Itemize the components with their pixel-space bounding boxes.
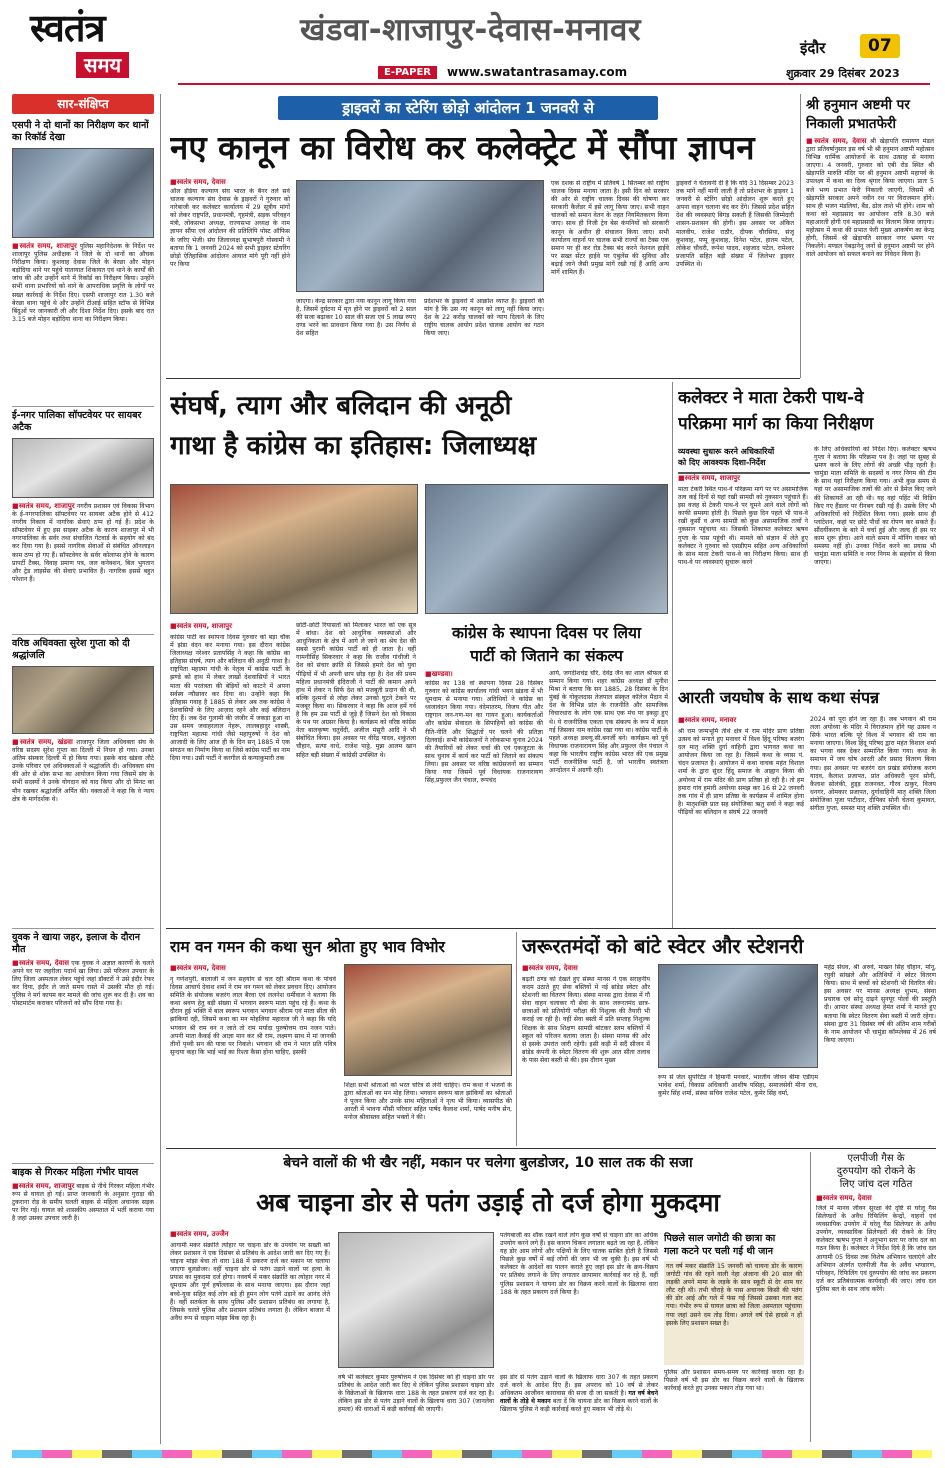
registration-bar	[12, 1450, 932, 1458]
masthead	[0, 0, 945, 88]
story-8-col-4	[500, 1374, 658, 1438]
brief-4-body: एक युवक ने अज्ञात कारणों के चलते अपने घर पर जहरीला पदार्थ खा लिया। उसे परिजन उपचार के लिए जिला अस्पताल लेकर पहुंचे जहां डॉक्टरों ने उसे इंदौर रेफर कर दिया, इंदौर ले जाते समय रास्ते में उसकी मौत हो गई। पुलिस ने मर्ग कायम कर मामले की जांच शुरू कर दी है। शव का पोस्टमार्टम कराकर परिजनों को सौंप दिया गया है।	[12, 960, 154, 1008]
story-8-col-2: पतंगबाजी का शौक रखने वाले लोग कुछ वर्षों से चाइना डोर का अधिक उपयोग करने लगे हैं। इस कारण चिकन लगातार बढ़ते जा रहा है, लेकिन यह डोर आम लोगों और पक्षियों के लिए घातक साबित होती है जिससे पिछले कुछ वर्षों में कई लोगों की जान भी जा चुकी है। इस वर्ष भी कलेक्टर के आदेशों का पालन कराते हुए जहां इस डोर के क्रय-विक्रय पर प्रतिबंध लगाने के लिए लगातार छापामार कार्रवाई कर रहे हैं, वहीं पुलिस प्रशासन ने चायना डोर का विक्रय करने वालों के खिलाफ धारा 188 के तहत प्रकरण दर्ज किया है।	[500, 1232, 658, 1296]
story-1-col-2: जाएगा। केन्द्र सरकार द्वारा नया कानून लागू किया गया है, जिसमें दुर्घटना में मृत होने पर ड्राइवरों को 2 साल की सजा बढ़ाकर 10 साल की सजा एवं 5 लाख रुपए दण्ड भरने का प्रावधान किया गया है। उस निर्णय से देश सहित	[296, 298, 416, 338]
story-9-headline-1: पिछले साल जगोटी की छात्रा का	[664, 1233, 776, 1244]
story-4-col-2: के लिए अधिकारियों को निर्देश दिए। कलेक्टर ऋषभ गुप्ता ने बताया कि परिक्रमा पथ है। जहां पर सुबह से भ्रमण करने के लिए लोगों की अच्छी भीड़ रहती है। चामुंडा माता समिति के सदस्यों व नगर निगम की टीम के साथ यहां निरीक्षण किया गया। अभी कुछ समय से यहां पर असामाजिक तत्वों की ओर से डैमेज किए जाने की शिकायतें आ रही थी। यह वहां पहिंट भी विडिंग किए गए हैंडलर पर रीनबग रखी गई हैं। उसके लिए भी अधिकारियों को निर्देशित किया गया। इसके साथ ही प्लांटेशन, कहां पर छोटे पौधों का रोपण कर सकते हैं। सौंदर्यीकरण के बारे में चर्चा हुई और जल्द ही इस पर काम शुरू होगा। आने वाले समय में मॉनिंग वाकर को समस्या नहीं हो। उनका निर्देश करने का प्रयास भी चामुंडा माता समिति व नगर निगम के सहयोग से किया जाएगा।	[814, 446, 936, 567]
story-3-byline: ■ खण्डवा।	[425, 670, 543, 679]
story-9-box	[664, 1232, 804, 1438]
edition-name: इंदौर	[800, 39, 826, 57]
story-8-photo	[338, 1232, 494, 1368]
brief-1	[12, 120, 154, 402]
brief-2	[12, 406, 154, 630]
story-10	[816, 1152, 936, 1437]
story-2-col-1: कांग्रेस पार्टी का स्थापना दिवस गुरुवार को बड़ा चौक में झंडा वंदन कर मनाया गया। इस दौरान कांग्रेस जिलाध्यक्ष नरेश्वर प्रतापसिंह ने कहा कि कांग्रेस का इतिहास संघर्ष, त्याग और बलिदान की अनूठी गाथा है। राष्ट्रपिता महात्मा गांधी के नेतृत्व में कांग्रेस पार्टी के झण्डे को हाथ में लेकर लाखों देशवासियों ने भारत माता की परतंत्रता की बेड़ियों को काटने में अपना सर्वस्व न्यौछावर कर दिया था। उन्होंने कहा कि इतिहास गवाह है 1885 से लेकर अब तक कांग्रेस ने देशवासियों के लिए आज़ाद रहने और कई बलिदान दिए हैं। जब देश गुलामी की जंजीर में जकड़ा हुआ था उस समय जवाहरलाल नेहरू, लालबहादुर शास्त्री, राष्ट्रपिता महात्मा गांधी जैसे महापुरुषों ने देश को आजादी के लिए आज ही के दिन सन् 1885 में एक संगठन का निर्माण किया था जिसे कांग्रेस पार्टी का नाम दिया गया। उसी पार्टी ने करगील से कन्याकुमारी तक	[170, 634, 290, 763]
hanuman-body: श्री खेड़ापति रामायण मंडल द्वारा प्रतिवर्षानुसार इस वर्ष भी श्री हनुमान अष्टमी महोत्सव विभिन्न धार्मिक आयोजनों के साथ उत्साह से मनाया जाएगा। 4 जनवरी, गुरुवार को एबी रोड स्थित श्री खेड़ापति मारुति मंदिर पर श्री हनुमान अष्टमी महापर्व के उपलक्ष्य में कथा का दिव्य श्रृंगार किया जाएगा। प्रातः 5 बजे भव्य प्रभात फेरी निकाली जाएगी, जिसमें श्री खेड़ापति सरकार अपने नवीन रथ पर विराजमान होंगे। साथ ही भजन मंडलियां, बैंड, ढोल ताशे भी होंगे। शाम को कथा को महाप्रसाद का आयोजन रात्रि 8.30 बजे महाआरती होगी एवं महाप्रसादी का वितरण किया जाएगा। महोत्सव में कथा की प्रभात फेरी मुख्य आकर्षण का केन्द्र होगी, जिसमें श्री खेड़ापति सरकार नगर भ्रमण पर निकलेंगे। मण्डल नेबढ़ानेनू जनों से हनुमान अष्टमी पर होने वाले आयोजन को सफल बनाने का निवेदन किया है।	[806, 138, 934, 259]
story-6-photo	[344, 964, 512, 1076]
brief-4	[12, 928, 154, 1159]
brief-3	[12, 634, 154, 924]
story-9-footer: पुलिस और प्रशासन समय-समय पर कार्रवाई करता रहा है। पिछले वर्ष भी इस डोर का विक्रय करने वालों के खिलाफ कार्रवाई करते हुए उनका मकान तोड़ गया था।	[664, 1369, 804, 1393]
brief-5	[12, 1163, 154, 1282]
logo-top: स्वतंत्र	[30, 6, 105, 50]
story-8-col-4-text: इस डोर से पतंग उड़ाने वालों के खिलाफ धारा 307 के तहत प्रकरण दर्ज करने के आदेश दिए हैं। इस अपराध को 10 वर्ष से लेकर अधिकतम आजीवन कारावास की सजा दी जा सकती है।	[500, 1374, 658, 1398]
story-10-body: जिले में मानव जीवन सुरक्षा की दृष्टि से घरेलू गैस सिलेण्डरों के अवैध रिफिलिंग केन्द्रों, वाहनों एवं व्यवसायिक उपयोग में घरेलू गैस सिलेण्डर के अवैध उपयोग, व्यवसायिक सिलेण्डरों की रोकने के लिए कलेक्टर ऋषभ गुप्ता ने अनुभाग स्तर पर जांच दल का गठन किया है। कलेक्टर ने निर्देश दिये है कि जांच दल आगामी 05 दिवस तक विशेष अभियान चलाएंगे और अभियान अंतर्गत एलपीजी गैस के अवैध भण्डारण, परिवहन, रिफिलिंग एवं दुरुपयोग की जांच कर प्रकरण दर्ज कर प्रतिबंधात्मक कार्यवाही की जाए। जांच दल पुलिस बल के साथ जांच करेंगे।	[816, 1205, 936, 1293]
story-5-byline: ■ स्वतंत्र समय, मनावर	[678, 716, 804, 725]
hanuman-byline: ■ स्वतंत्र समय, देवास	[806, 137, 867, 145]
story-4-col-1: माता टेकरी स्थित पाथ-वे परिक्रमा मार्ग पर पर असामाजिक तत्व कई दिनों से यहां रखी सामग्री को नुकसान पहुंचाते हैं। इस वजह से टेकरी पाथ-वे पर घूमने आने वाले लोगों को काफी समस्या होती है। पिछले कुछ दिन पहले भी पाथ-वे रखी कुर्सी व अन्य सामग्री को कुछ असामाजिक तत्वों ने नुकसान पहुंचाया था। जिसकी शिकायत कलेक्टर ऋषव गुप्ता के पास पहुंची थी। मामले को संज्ञान में लेते हुए कलेक्टर ने गुरुवार को एसडीएम सहित अन्य अधिकारियों के साथ माता टेकरी पाथ-वे का निरीक्षण किया। साथ ही पाथ-वे पर व्यवस्थाएं सुचारू करने	[678, 486, 808, 566]
story-1-headline: नए कानून का विरोध कर कलेक्ट्रेट में सौंपा ज्ञापन	[170, 128, 755, 167]
story-8-subbody: बता दें कि चायना डोर का विक्रय करने वालों के खिलाफ पुलिस ने कड़ी कार्रवाई करते हुए मकान भी तोड़े थे।	[500, 1398, 658, 1414]
story-6-col-1: नृ गणेशपुरी, बालाजी मं जन सहयोग से चल रही श्रीराम कथा के पांचवे दिवस आचार्य देवाश शर्मा ने राम वन गमन को लेकर प्रवचन दिए। आयोजन समिति के संयोजक बजरंग लाल बैरवा एवं ललनेश धर्मीवाल ने बताया कि कथा श्रवण हेतु बड़ी संख्या में भगवान स्वरूप माता पहुंच रहे हैं। कथा के दौरान हुई भक्ति में बाल स्वरूप भगवान भगवान श्रीराम एवं माता सीता की झांकियां रही, जिसमें कथा का मन मोहलिया महाराज जी ने कहा कि यदि भगवान श्री राम वन न जाते तो राम मर्यादा पुरुषोत्तम राम नजन पाते। अपनी माता कैकई की आज्ञा मान कर श्री राम, लक्ष्मण साथ में मां जानकी तीनों पृथ्वी सन की यात्रा पर निकले। भगवान श्री राम ने भरत प्रति पवित्र सुन्दया कहा कि भाई भाई का रिश्ता कैसा होना चाहिए, इसकी	[170, 976, 336, 1056]
story-3-col-1: कांग्रेस का 138 वां स्थापना दिवस 28 दिसंबर गुरुवार को कांग्रेस कार्यालय गांधी भवन खंडवा में भी धूमधाम से मनाया गया। अतिथियों ने कांग्रेस का ध्वजावंदन किया गया। वंदेमातरम, विजय गीत और राष्ट्रगान जन-गण-मन का गायन हुआ। कार्यकर्ताओं और कांग्रेस सेवादल के सिपाहियों को कांग्रेस की रीति-नीति और सिद्धांतों पर चलने की प्रतिज्ञा दिलवाई। सभी कांग्रेसजनों ने लोकसभा चुनाव 2024 की तैयारियों को लेकर चर्चा की एवं एकजुटता के साथ चुनाव में कार्य कर पार्टी को जिताने का संकल्प लिया। इस अवसर पर वरिष्ठ कांग्रेसजनों का सम्मान किया गया जिसमें पूर्व विधायक राजनारायण सिंह,प्रफुल्ल जैन पंचाल, रूपचंद	[425, 680, 543, 785]
brief-3-title: वरिष्ठ अधिवक्ता सुरेश गुप्ता को दी श्रद्धांजलि	[12, 638, 130, 661]
story-6-byline: ■ स्वतंत्र समय, देवास	[170, 964, 338, 973]
brief-3-body: शाजापुर जिला अधिवक्ता संघ के वरिष्ठ सदस्य सुरेश गुप्ता का दिल्ली में निधन हो गया। उनका अंतिम संस्कार दिल्ली में हो किया गया। इसके बाद खंडवा लौटे उनके परिवार एवं अधिवक्ताओं ने श्रद्धांजलि दी। अधिवक्ता संघ की ओर से शोक सभा का आयोजन किया गया जिसमें संघ के सभी सदस्यों ने उनके योगदान को याद किया और दो मिनट का मौन रखकर श्रद्धांजलि अर्पित की। वक्ताओं ने कहा कि वे न्याय क्षेत्र के मार्गदर्शक थे।	[12, 739, 154, 803]
story-1-byline: ■ स्वतंत्र समय, देवास	[170, 178, 290, 187]
brief-2-body: नगरीय प्रशासन एवं विकास विभाग के ई-नगरपालिका सॉफ्टवेयर पर सायबर अटैक होने से 412 नगरीय निकाय में नागरिक सेवाएं ठप्प हो गई हैं। प्रदेश के सॉफ्टवेयर में हुए इस साइबर अटैक के कारण शाजापुर में भी नगरपालिका के सर्वर तथा संचालित गेटवार्ड के सहयोग को बंद कर दिया गया है। इससे नागरिक सेवाओं से संबंधित ऑनलाइन काम ठप्प हो गए हैं। सॉफ्टवेयर के सर्वर कोलाप्स होने के कारण प्रापर्टी टैक्स, विवाह प्रमाण पत्र, जल कनेक्शन, बिल भुगतान और ट्रेड लाइसेंस की सेवाएं प्रभावित हैं। नागरिक इससे बहुत परेशान हैं।	[12, 503, 154, 583]
story-5-col-2: 2024 को पूरा होने जा रहा है। जब भगवान श्री राम लला अयोध्या के मंदिर में विराजमान होंगे यह उत्सव न सिर्फ भारत बल्कि पूरे विश्व में भगवान श्री राम का मनाया जाएगा। विश्व हिंदू परिषद द्वारा महंत विशाल शर्मा का भगवा वस्त्र देकर सम्मानित किया गया। कथा के समापन में जय घोष आरती और प्रसाद वितरण किया गया। इस अवसर पर बजरंग दल प्रखंड संयोजक करण यादव, कैलाश प्रजापत, प्रांत अधिकारी पूरन सोनी, कैलाश सोलंकी, हुड्ड़ राजनवत, गौरव ठाकुर, विजय धनगर, ओमकार प्रजापत, दुर्गावाहिनी मातृ शक्ति जिला संयोजिका पूजा पाटीदार, दीपिका सोनी चेतना कुमावत, संगीता गुप्ता, समस्त मातृ शक्ति उपस्थित थी।	[810, 716, 936, 813]
story-3-headline-2: पार्टी को जिताने का संकल्प	[470, 647, 623, 665]
story-2-headline-1: संघर्ष, त्याग और बलिदान की अनूठी	[170, 391, 512, 421]
story-8-col-1: आगामी मकर संक्रांति त्योहार पर चाइना डोर के उपयोग पर सख्ती को लेकर प्रशासन ने एक दिसंबर से प्रतिबंध के आदेश जारी कर दिए गए हैं। चाइना मांझा बेचा तो धारा 188 में प्रकरण दर्ज कर मकान पर चलाया जाएगा बुलडोजर। वहीं चाइना डोर से पतंग उड़ाने वालों पर हत्या के प्रयास का मुकदमा दर्ज होगा। नववर्ष में मकर संक्रांति का त्योहार नगर में धूमधाम और पूर्ण हर्षोल्लास के साथ मनाया जाएगा। इस दौरान जहां बच्चे-युवा सहित कई लोग बड़े ही हुमन लोग पतंगे उड़ाने का आनंद लेते हैं। वहीं सतर्कता के साथ पुलिस और प्रशासन प्रतिबंध का लगाया है, जिसके चलते पुलिस और प्रशासन प्रतिबंध लगाता है। लेकिन बाजार में अवैध रूप से चाइना मांझा बिक रहा है।	[170, 1242, 330, 1322]
story-4-headline-1: कलेक्टर ने माता टेकरी पाथ-वे	[678, 388, 864, 408]
page-number: 07	[860, 34, 900, 58]
brief-5-byline: ■ स्वतंत्र समय, शाजापुर	[12, 1182, 74, 1190]
story-1-kicker	[278, 96, 658, 120]
story-7-col-3: महेंद्र सेंधव, श्री अरुवे, माखन सिंह चौहान, मोनू, रघुवी सांखले और अतिथियों ने स्वेटर वितरण किया। साथ में बच्चों को स्टेशनरी भी वितरित की। इस अवसर पर मानस अध्यक्ष शुभम, संस्था प्रचारक एवं सोनू दाढ़ने सुनयूर पोलों की प्रस्तुति दी। आपार संस्था अध्यक्ष हेमंत शर्मा ने मानते हुए बताया कि स्वेटर वितरण सेवा बस्ती में जारी रहेगा। संस्था द्वारा 31 दिसंबर वर्ष की अंतिम शाम गरीबों के नाम आयोजन भी चामुंडा कॉम्प्लेक्स में 26 वर्ष किया जाएगा।	[824, 964, 936, 1044]
brief-1-title: एसपी ने दो थानों का निरीक्षण कर थानों का रिकॉर्ड देखा	[12, 120, 149, 143]
sidebar-header: सार-संक्षिप्त	[12, 94, 154, 114]
story-1-col-4: एक दशक से राष्ट्रीय में प्रतिवर्ष 1 सितम्बर को राष्ट्रीय चालक दिवस मनाया जाता है। इसी दिन को सरकार की ओर से राष्ट्रीय चालक दिवस की घोषणा कर सरकारी कैलेंडर में इसे लागू किया जाए। सभी वाहन चालकों को समान वेतन के तहत नियमितकरण किया जाए। साथ ही निजी ट्रेव बेस कंपनियों को सरकारी कानून के अधीन ही संचालन किया जाए। सभी कार्यालय वाहनों पर चालक सभी राज्यों का टैक्स एक समान पर ही कर रोड टैक्स बंद करने नेशनल हाईवे पर सख्त सेंटर हाईवे पर एंबुलेंस की सुविधा और बढ़ाई जाने जैसी प्रमुख मांगें रखी गई हैं आदि अन्य मांगें शामिल हैं।	[551, 180, 669, 277]
hanuman-headline-1: श्री हनुमान अष्टमी पर	[806, 97, 910, 113]
story-7-headline: जरूरतमंदों को बांटे स्वेटर और स्टेशनरी	[522, 934, 804, 958]
brief-4-title: युवक ने खाया जहर, इलाज के दौरान मौत	[12, 932, 141, 955]
story-4-byline: ■ स्वतंत्र समय, शाजापुर	[678, 474, 810, 483]
logo	[30, 6, 160, 84]
brief-2-photo	[12, 438, 154, 498]
story-1-col-1: ऑल इंडिया कल्याण संघ भारत के बैनर तले सर्व चालक कल्याण संघ देवास के ड्राइवरों ने गुरुवार को नारेबाजी कर कलेक्टर कार्यालय में 29 सूत्रीय मांगों को लेकर राष्ट्रपति, प्रधानमंत्री, गृहमंत्री, सड़क परिवहन मंत्री, लोकसभा अध्यक्ष, राज्यसभा अध्यक्ष के नाम ज्ञापन सौंपा एवं आंदोलन की प्रतिलिपि पोस्ट ऑफिस के जरिए भेजी। संघ जिलाध्यक्ष सुभाषपुरी गोस्वामी ने बताया कि 1 जनवरी 2024 को सभी ड्राइवर स्टेयरिंग छोड़ो ऐतिहासिक आंदोलन आयात मांगे पूरी नहीं होने पर किया	[170, 188, 290, 268]
website-link[interactable]: www.swatantrasamay.com	[447, 65, 628, 79]
story-2-headline-2: गाथा है कांग्रेस का इतिहास: जिलाध्यक्ष	[170, 431, 537, 461]
story-2-col-2: छोटी-छोटी रियासतों को मिलाकर भारत को एक सूत्र में बांधा। देश को आधुनिक व्यवस्थाओं और आधुनिकता के क्षेत्र में आगे ले जाने का श्रेय देश की सबसे पुरानी कांग्रेस पार्टी को ही जाता है। वहीं गामनीसिंह सिकरवार ने कहा कि राजीव गांधीजी ने देश को संचार क्रांति से जिससे हमारे देश को युवा पीढ़ियों में भी अपनी छाप छोड़ रहा है। देश की प्रथम महिला प्रधानमंत्री इंदिराजी ने पार्टी की कमान अपने हाथ में लेकर न सिर्फ देश को मजबूती प्रदान की थी, बल्कि दुश्मनों से लोहा लेकर उनको घुटने टेकने पर मजबूर किया था। सिकरवार ने कहा कि आज हमें गर्व है कि हम उस पार्टी से जुड़े हैं जिसने देश को विकास के पथ पर अग्रसर किया है। कार्यक्रम को वरिष्ठ कांग्रेस नेता बालकृष्ण चतुर्वेदी, अजीज मंसूरी आदि ने भी संबोधित किया। इस अवसर पर वीरेंद्र यादव, शकुंतला चौहान, सत्या वाधे, राजेश पाठ्ठे, मुन्ना आलम खान सहित बड़ी संख्या में कांग्रेसी उपस्थित थे।	[296, 622, 416, 759]
story-4-kicker	[678, 446, 810, 468]
story-10-byline: ■ स्वतंत्र समय, देवास	[816, 1194, 936, 1203]
story-7-col-2: रूप से जेल सुपरिंटेंड ने हिमानी मनवारे, भारतीय जीवन बीमा एडीएम भावेश शर्मा, विकास अधिकारी आशीष पसिहा, समाजसेवी मीना राव, कुमेर सिंह शर्मा, संस्था सचिव राजेश पटेल, कुमेर सिंह वर्मा,	[658, 1074, 818, 1098]
sidebar	[12, 94, 154, 1444]
brief-1-body: पुलिस महानिदेशक के निर्देश पर शाजापुर पुलिस अधीक्षक ने जिले के दो थानों का औचक निरीक्षण किया। कुशवाह देवास जिले के बेरछा और मोहन बड़ोदिया थाने पर पहुंचे यातायात शिकायत एवं थाने के कार्यों की जांच की और उन्होंने थाने में रिकॉर्ड का निरीक्षण किया। उन्होंने सभी थाना प्रभारियों को थाने के आपराधिक प्रवृत्ति के लोगों पर सख्त कार्रवाई के निर्देश दिए। एसपी शाजापुर रात 1.30 बजे बेरछा थाना पहुंचे थे और उन्होंने टीआई सहित स्टॉफ से विभिन्न बिंदुओं पर जानकारी ली और दिशा निर्देश दिए। इसके बाद रात 3.15 बजे मोहन बड़ोदिया थाना का निरीक्षण किया।	[12, 243, 154, 323]
story-2-byline: ■ स्वतंत्र समय, शाजापुर	[170, 622, 410, 631]
story-9-body: गत वर्ष मकर संक्रांति 15 जनवरी को चायना डोर के कारण जगोटी गांव की रहने वाली नेहा अंजाना की 20 साल की लड़की अपने मामा के लड़के के साथ स्कूटी से देर शाम घर लौट रही थी। तभी चौराहे के पास अचानक किसी की पतंग की डोर आई और गले में फंस गई जिससे उसका गला कट गया। गंभीर रूप से घायल छात्रा को जिला अस्पताल पहुंचाया गया जहां उसने दम तोड़ दिया। अगले वर्ष ऐसे हादसे न हों इसके लिए प्रशासन सख्त है।	[664, 1261, 804, 1365]
story-8-headline: अब चाइना डोर से पतंग उड़ाई तो दर्ज होगा मुकदमा	[256, 1188, 720, 1217]
story-4-headline-2: परिक्रमा मार्ग का किया निरीक्षण	[678, 414, 874, 434]
brief-1-photo	[12, 148, 154, 238]
page-date: शुक्रवार 29 दिसंबर 2023	[786, 67, 900, 80]
story-9-headline-2: गला कटने पर चली गई थी जान	[664, 1246, 773, 1257]
story-1-photo	[296, 180, 544, 292]
epaper-badge: E-PAPER	[378, 66, 437, 79]
story-hanuman	[806, 96, 934, 369]
story-7-photo	[658, 964, 818, 1068]
brief-3-byline: ■ स्वतंत्र समय, खंडवा	[12, 738, 73, 746]
story-3-photo	[425, 484, 668, 614]
story-1-kicker-text: ड्राइवरों का स्टेरिंग छोड़ो आंदोलन 1 जनवरी से	[342, 99, 594, 117]
hanuman-headline-2: निकाली प्रभातफेरी	[806, 116, 896, 132]
story-6-col-2: शिक्षा सभी श्रोताओं को भरत चरित्र से लेनी चाहिए। राम कथा ने भजनों के द्वारा श्रोताओं का मन मोह लिया। भगवान स्वरूप बाल झांकियों का श्रोताओं ने पूजन किया और उनके साथ महिलाओं ने नृत्य भी किया। व्यासपीठ की आरती में भावना मौसी परिवार सहित पार्षद कैलाश शर्मा, पार्षद मनीष सेन, मनोज श्रीवास्तव सहित भक्तों ने की।	[344, 1082, 512, 1122]
masthead-cities: खंडवा-शाजापुर-देवास-मनावर	[300, 12, 642, 48]
story-1-col-3: प्रदेशभर के ड्राइवरों में आक्रोश व्याप्त है। ड्राइवरों की मांग है कि उस नए कानून को लागू नहीं किया जाए। देश के 22 करोड़ चालकों को न्याय दिलाने के लिए राष्ट्रीय चालक आयोग प्रदेश चालक आयोग का गठन किया जाए।	[424, 298, 544, 338]
story-6-headline: राम वन गमन की कथा सुन श्रोता हुए भाव विभोर	[170, 938, 445, 956]
story-8-byline: ■ स्वतंत्र समय, उज्जैन	[170, 1230, 330, 1239]
brief-4-byline: ■ स्वतंत्र समय, देवास	[12, 959, 69, 967]
brief-5-title: बाइक से गिरकर महिला गंभीर घायल	[12, 1167, 139, 1178]
story-5-col-1: श्री राम जन्मभूमि तीर्थ क्षेत्र मे राम मंदिर प्राण प्रतिष्ठा उत्सव को मनाते हुए मनावर में विश्व हिंदू परिषद बजरंग दल मातृ शक्ति दुर्गा वाहिनी द्वारा भागवत कथा का आयोजन किया जा रहा है। जिसमें कथा के व्यास पं. चंदन प्रजापत है। आयोजन में कथा वाचक महंत विशाल शर्मा के द्वारा सुंदर हिंदू समाज के आह्वान किया की अयोध्या में राम मंदिर की प्राण प्रतिष्ठा हो रही है। तो हम हमारा गांव हमारी अयोध्या समझ कर 16 से 22 जनवरी तक गांव में ही प्राण प्रतिष्ठा के कार्यक्रम में शामिल होना है। मातृशक्ति प्रात सह संयोजिका ऋतु सर्वा ने कहा कई पीढ़ियों का बलिदान व संघर्ष 22 जनवरी	[678, 728, 804, 816]
story-10-headline-2: दुरुपयोग को रोकने के	[836, 1166, 916, 1177]
brief-2-title: ई-नगर पालिका सॉफ्टवेयर पर सायबर अटैक	[12, 410, 142, 433]
story-7-col-1: बढ़ती ठण्ड को देखते हुए संस्था मानस ने एक सराहनीय कदम उठाते हुए सेवा बस्तियों में नई ब्रांडेड स्वेटर और स्टेशनरी का वितरण किया। संस्था मानस द्वारा देवास में गौ सेवा वाहन चलाकर गौ सेवा के साथ जरूरतमंद छात्र-छात्राओं को प्रतियोगी परीक्षा की निशुल्क की तैयारी भी कराई जा रही है। वहीं सेवा बस्ती में प्रति सप्ताह निशुल्क शिक्षक के साथ शिक्षण सामग्री बांटकर स्लम बस्तियों में स्कूल को परिजन बताया जाता है। संस्था मानस की ओर से इसके उपरांत जारी रहेगी। इसी कड़ी में सदैं सीजन में ब्रांडेड कंपनी के स्वेटर वितरण की शुरू आत सीता तलाब के पास सेवा बस्ती से की। इस दौरान मुख्य	[522, 976, 650, 1064]
story-4-kicker-1: व्यवस्था सुधारू करने अधिकारियों	[678, 447, 775, 456]
story-7-byline: ■ स्वतंत्र समय, देवास	[522, 964, 652, 973]
story-5-headline: आरती जयघोष के साथ कथा संपन्न	[678, 688, 880, 707]
brief-3-photo	[12, 666, 154, 734]
story-3-col-2: आर्य, जगदीशचंद्र चौरे, देवेंद्र जैन का शाल श्रीफल से सम्मान किया गया। शहर कांग्रेस अध्यक्ष डॉ मुनीश मिश्रा ने बताया कि सन 1885, 28 दिसंबर के दिन मुंबई के गोकुलदास तेजपाल संस्कृत कॉलेज मैदान में देश के विभिन्न प्रांत के राजनीति और सामाजिक विचारधारा के लोग एक साथ एक मंच पर इकट्ठा हुए थे। ये राजनीतिक एकता एक संकल्प के रूप में बदल गई जिसका नाम कांग्रेस रखा गया था। कांग्रेस पार्टी के पहले अध्यक्ष डब्ल्यू.सी.बनर्जी बने। कार्यक्रम को पूर्व विधायक राजनारायण सिंह और प्रफुल्ल जैन पंचाल ने कहा कि भारतीय राष्ट्रीय कांग्रेस भारत की एक प्रमुख पार्टी राजनीतिक पार्टी है, जो भारतीय स्वतंत्रता आन्दोलन में अग्रणी रही।	[549, 670, 668, 775]
story-8-kicker: बेचने वालों की भी खैर नहीं, मकान पर चलेगा बुलडोजर, 10 साल तक की सजा	[283, 1155, 693, 1171]
story-2-photo	[170, 484, 418, 614]
story-4-kicker-2: को दिए आवश्यक दिशा-निर्देश	[678, 458, 766, 467]
story-3-headline-1: कांग्रेस के स्थापना दिवस पर लिया	[451, 624, 642, 642]
story-1-col-5: ड्राइवरों ने चेतावनी दी है कि यदि 31 दिसम्बर 2023 तक मांगें नहीं मानी जाती हैं तो प्रदेशभर के ड्राइवर 1 जनवरी से स्टेरिंग छोड़ो आंदोलन शुरू करते हुए अपना वाहन चलाना बंद कर देंगे। जिससे प्रदेश सहित देश की व्यवस्थाएं बिगड़ सकती हैं जिसकी जिम्मेदारी शासन-प्रशासन की होगी। इस अवसर पर अंकित मालवीय, राजेश राठौर, दीपक चौरसिया, संजू कुशवाह, पप्पू कुशवाह, दिनेश पटेल, हातम पटेल, लोकेश चौधरी, रूपेश यादव, शहजाद पटेल, रामेश्वर प्रजापति सहित बड़ी संख्या में जिलेभर ड्राइवर उपस्थित थे।	[676, 180, 794, 268]
story-10-headline-3: लिए जांच दल गठित	[839, 1179, 913, 1190]
brief-2-byline: ■ स्वतंत्र समय, शाजापुर	[12, 502, 75, 510]
story-8-col-3: वर्ष भी कलेक्टर कुमार पुरुषोत्तम ने एक दिसंबर को ही चाइना डोर पर प्रतिबंध के आदेश जारी कर दिए थे लेकिन पुलिस प्रशासन चाइना डोर के विक्रेताओं के खिलाफ धारा 188 के तहत प्रकरण दर्ज कर रहा है। लेकिन इस डोर से पतंग उड़ाने वालों के खिलाफ धारा 307 (जानलेवा हमला) की धाराओं में कड़ी कार्रवाई की जाएगी।	[338, 1374, 494, 1414]
story-8-subhead: गत वर्ष बेचने वालों के तोड़े थे मकान	[500, 1390, 658, 1406]
brief-1-byline: ■ स्वतंत्र समय, शाजापुर	[12, 242, 77, 250]
story-10-headline-1: एलपीजी गैस के	[847, 1153, 905, 1164]
logo-bottom: समय	[76, 52, 129, 78]
brief-5-body: बाइक से नीचे गिरकर महिला गंभीर रूप से घायल हो गई। प्राप्त जानकारी के अनुसार गुराड़ा की टुकराना रोड़ के समीप चलती बाइक से महिला अचानक सड़क पर गिर गई। घायल को शासकीय अस्पताल में भर्ती कराया गया है जहां उसका उपचार जारी है।	[12, 1183, 154, 1223]
